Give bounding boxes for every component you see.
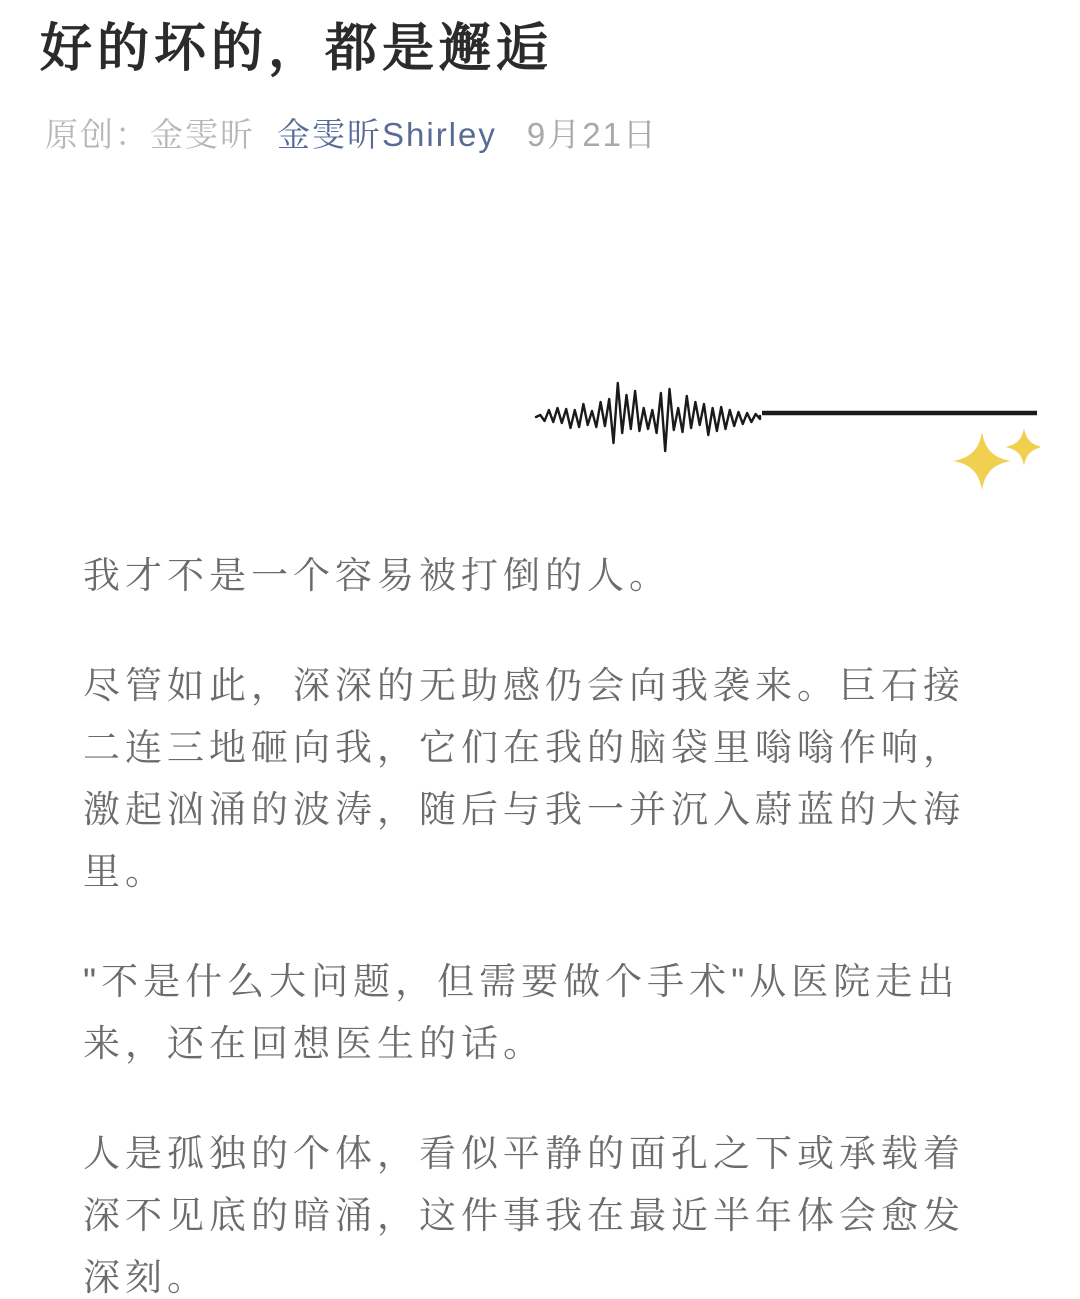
article-title: 好的坏的，都是邂逅 bbox=[40, 20, 554, 78]
audio-waveform-icon bbox=[536, 383, 760, 451]
paragraph bbox=[83, 951, 1023, 1075]
sparkle-large-icon bbox=[953, 432, 1011, 490]
divider-illustration bbox=[530, 370, 1040, 500]
paragraph-line: 里。 bbox=[83, 851, 167, 892]
paragraph-line: 激起汹涌的波涛，随后与我一并沉入蔚蓝的大海 bbox=[83, 789, 965, 830]
paragraph-line: 我才不是一个容易被打倒的人。 bbox=[83, 555, 671, 596]
paragraph bbox=[83, 655, 1023, 903]
article-body bbox=[83, 545, 1023, 1299]
paragraph bbox=[83, 1123, 1023, 1299]
paragraph-line: 二连三地砸向我，它们在我的脑袋里嗡嗡作响， bbox=[83, 727, 965, 768]
paragraph-line: "不是什么大问题，但需要做个手术"从医院走出 bbox=[83, 961, 960, 1002]
paragraph-line: 来，还在回想医生的话。 bbox=[83, 1023, 545, 1064]
account-name-link[interactable]: 金雯昕Shirley bbox=[277, 116, 497, 153]
original-author-label: 原创：金雯昕 bbox=[45, 116, 255, 153]
publish-date: 9月21日 bbox=[526, 116, 658, 153]
paragraph-line: 尽管如此，深深的无助感仍会向我袭来。巨石接 bbox=[83, 665, 965, 706]
paragraph bbox=[83, 545, 1023, 607]
paragraph-line: 深不见底的暗涌，这件事我在最近半年体会愈发 bbox=[83, 1195, 965, 1236]
sparkle-small-icon bbox=[1005, 428, 1040, 466]
paragraph-line: 人是孤独的个体，看似平静的面孔之下或承载着 bbox=[83, 1133, 965, 1174]
paragraph-line: 深刻。 bbox=[83, 1257, 209, 1298]
byline bbox=[45, 109, 658, 156]
